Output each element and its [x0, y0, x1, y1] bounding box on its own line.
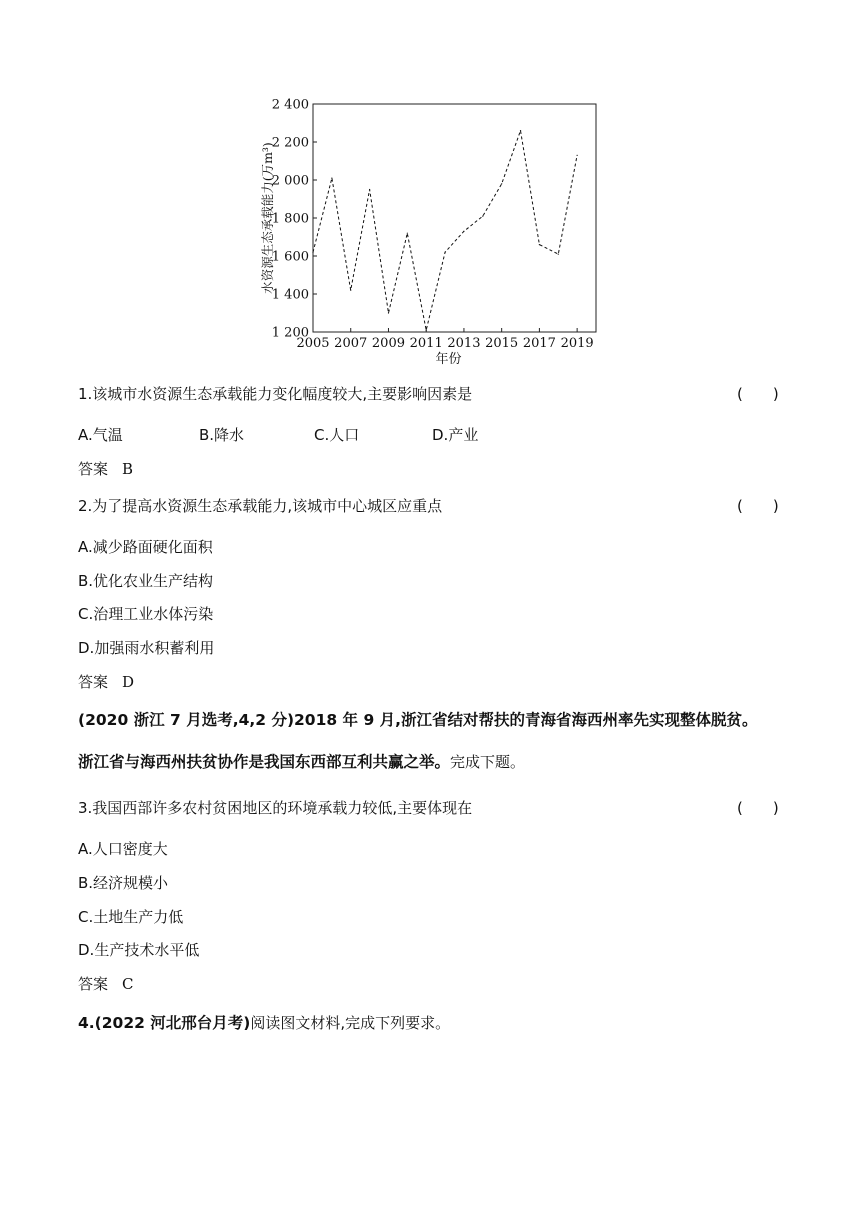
data-point [501, 183, 502, 184]
x-tick-label: 2009 [371, 336, 406, 351]
intro-line-2 [78, 750, 525, 772]
q4-line [78, 1011, 450, 1033]
q4-source: 4.(2022 河北邢台月考) [78, 1014, 251, 1032]
q3-option-c[interactable]: C.土地生产力低 [78, 908, 184, 926]
x-tick-label: 2017 [522, 336, 556, 351]
y-tick-label: 1 400 [271, 287, 309, 303]
q1-option-c[interactable]: C.人口 [314, 426, 360, 444]
y-tick-label: 2 200 [271, 135, 309, 151]
y-tick-label: 2 400 [271, 97, 309, 113]
y-tick-label: 1 600 [271, 249, 309, 265]
water-capacity-chart [250, 96, 610, 368]
answer-label: 答案 [78, 975, 109, 993]
q3-answer [78, 973, 134, 994]
line-chart [250, 96, 610, 368]
q1-stem: 1.该城市水资源生态承载能力变化幅度较大,主要影响因素是 [78, 385, 473, 403]
data-point [520, 130, 521, 131]
answer-label: 答案 [78, 673, 109, 691]
q1-option-d[interactable]: D.产业 [432, 426, 479, 444]
data-point [407, 233, 408, 234]
intro-line-2-bold: 浙江省与海西州扶贫协作是我国东西部互利共赢之举。 [78, 753, 451, 771]
data-point [369, 189, 370, 190]
y-tick-label: 1 200 [271, 325, 309, 341]
answer-value: C [122, 975, 134, 993]
answer-label: 答案 [78, 460, 109, 478]
answer-value: B [122, 460, 134, 478]
x-tick-label: 2013 [447, 336, 481, 351]
intro-line-1: (2020 浙江 7 月选考,4,2 分)2018 年 9 月,浙江省结对帮扶的青海省海西州率先实现整体脱贫。 [78, 711, 758, 729]
x-tick-label: 2011 [409, 336, 443, 351]
q2-answer [78, 671, 134, 692]
data-point [426, 330, 427, 331]
q1-answer [78, 458, 133, 479]
data-point [388, 312, 389, 313]
q2-stem: 2.为了提高水资源生态承载能力,该城市中心城区应重点 [78, 497, 443, 515]
data-point [444, 252, 445, 253]
q2-option-b[interactable]: B.优化农业生产结构 [78, 572, 214, 590]
y-axis-label: 水资源生态承载能力(万m³) [260, 142, 275, 294]
data-point [331, 178, 332, 179]
series-line [313, 131, 577, 331]
x-axis-label: 年份 [435, 352, 462, 367]
q2-bracket: ( ) [737, 497, 779, 515]
data-point [463, 231, 464, 232]
y-tick-label: 1 800 [271, 211, 309, 227]
q3-option-d[interactable]: D.生产技术水平低 [78, 941, 200, 959]
x-tick-label: 2015 [485, 336, 519, 351]
plot-frame [313, 104, 596, 332]
intro-line-2-tail: 完成下题。 [450, 753, 526, 771]
q4-stem: 阅读图文材料,完成下列要求。 [250, 1014, 451, 1032]
y-tick-label: 2 000 [271, 173, 309, 189]
q1-option-a[interactable]: A.气温 [78, 426, 123, 444]
q1-option-b[interactable]: B.降水 [199, 426, 245, 444]
x-tick-label: 2007 [334, 336, 368, 351]
q2-option-d[interactable]: D.加强雨水积蓄利用 [78, 639, 215, 657]
x-tick-label: 2019 [560, 336, 594, 351]
q3-option-b[interactable]: B.经济规模小 [78, 874, 169, 892]
q2-option-a[interactable]: A.减少路面硬化面积 [78, 538, 213, 556]
q3-stem: 3.我国西部许多农村贫困地区的环境承载力较低,主要体现在 [78, 799, 473, 817]
data-point [350, 290, 351, 291]
data-point [482, 216, 483, 217]
x-tick-label: 2005 [296, 336, 330, 351]
data-point [312, 252, 313, 253]
data-point [539, 244, 540, 245]
data-point [577, 155, 578, 156]
q1-options [78, 424, 478, 445]
answer-value: D [122, 673, 135, 691]
q3-bracket: ( ) [737, 799, 779, 817]
q1-bracket: ( ) [737, 385, 779, 403]
data-point [558, 254, 559, 255]
q3-option-a[interactable]: A.人口密度大 [78, 840, 168, 858]
q2-option-c[interactable]: C.治理工业水体污染 [78, 605, 214, 623]
